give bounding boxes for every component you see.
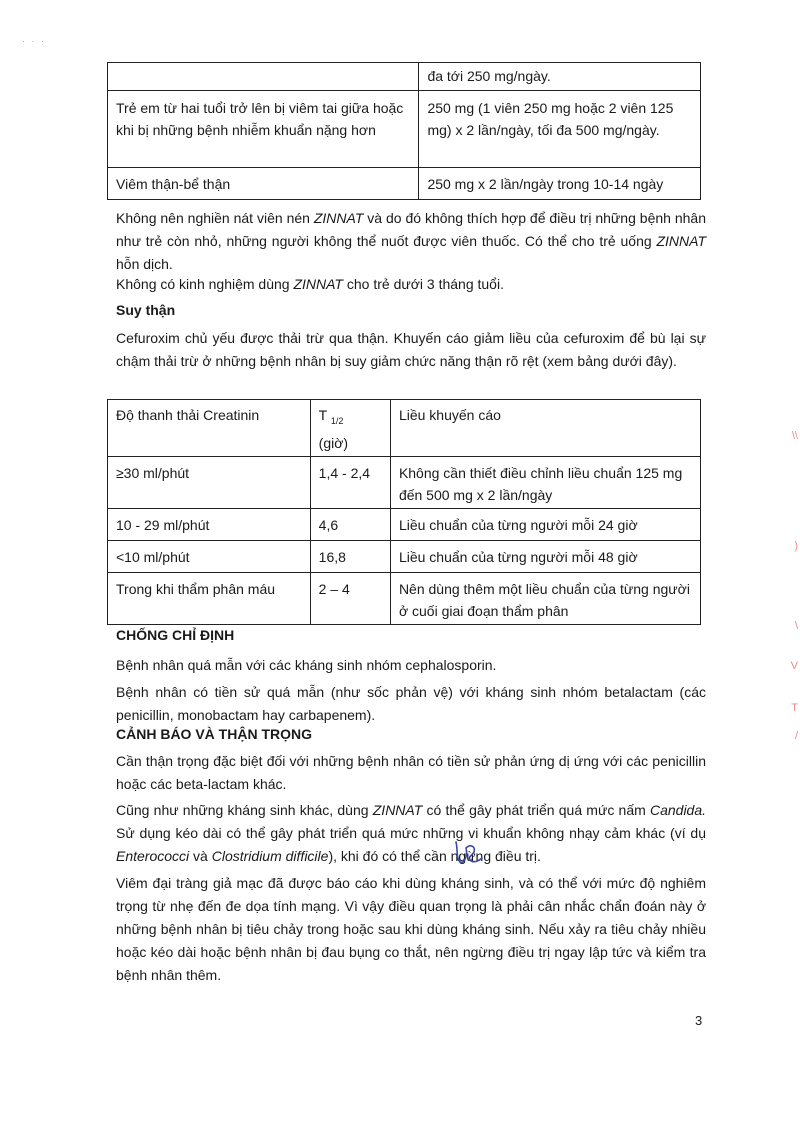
table-cell: Không cần thiết điều chỉnh liều chuẩn 125 mg đến 500 mg x 2 lần/ngày xyxy=(390,456,700,508)
table-cell: Liều chuẩn của từng người mỗi 48 giờ xyxy=(390,540,700,572)
table-cell: 250 mg x 2 lần/ngày trong 10-14 ngày xyxy=(419,168,701,200)
table-cell: Viêm thận-bể thận xyxy=(108,168,419,200)
table-cell: 10 - 29 ml/phút xyxy=(108,508,311,540)
table-cell: 4,6 xyxy=(310,508,390,540)
paragraph-hypersensitivity: Bệnh nhân quá mẫn với các kháng sinh nhóm cephalosporin. xyxy=(116,657,497,673)
paragraph-infants: Không có kinh nghiệm dùng ZINNAT cho trẻ dưới 3 tháng tuổi. xyxy=(116,276,504,292)
table-row xyxy=(108,168,701,200)
scan-artifact: · · · xyxy=(22,36,46,46)
column-header-half-life: T $_{1/2}$ (giờ) xyxy=(310,400,390,457)
column-header-dose: Liều khuyến cáo xyxy=(390,400,700,457)
table-cell: Liều chuẩn của từng người mỗi 24 giờ xyxy=(390,508,700,540)
table-cell xyxy=(108,63,419,91)
table-row xyxy=(108,91,701,168)
table-cell: 16,8 xyxy=(310,540,390,572)
table-row xyxy=(108,540,701,572)
table-cell: đa tới 250 mg/ngày. xyxy=(419,63,701,91)
table-row xyxy=(108,508,701,540)
paragraph-colitis: Viêm đại tràng giả mạc đã được báo cáo khi dùng kháng sinh, và có thể với mức độ nghiêm trọng từ nhẹ đến đe dọa tính mạng. Vì vậy điều quan trọng là phải cân nhắc chẩn đoán này ở những bệnh nhân bị tiêu chảy trong hoặc sau khi dùng kháng sinh. Nếu xảy ra tiêu chảy nhiều hoặc kéo dài hoặc bệnh nhân bị đau bụng co thắt, nên ngừng điều trị ngay lập tức và kiểm tra bệnh nhân thêm. xyxy=(116,875,706,983)
heading-warnings: CẢNH BÁO VÀ THẬN TRỌNG xyxy=(116,726,312,742)
table-cell: ≥30 ml/phút xyxy=(108,456,311,508)
dosage-table-children xyxy=(107,62,701,200)
paragraph-allergy-caution: Cần thận trọng đặc biệt đối với những bệnh nhân có tiền sử phản ứng dị ứng với các penicillin hoặc các beta-lactam khác. xyxy=(116,753,706,792)
handwritten-initials xyxy=(450,838,486,868)
paragraph-crushing: Không nên nghiền nát viên nén ZINNAT và do đó không thích hợp để điều trị những bệnh nhân như trẻ còn nhỏ, những người không thể nuốt được viên thuốc. Có thể cho trẻ uống ZINNAT hỗn dịch. xyxy=(116,210,706,272)
renal-dosage-table xyxy=(107,399,701,625)
table-cell: 250 mg (1 viên 250 mg hoặc 2 viên 125 mg) x 2 lần/ngày, tối đa 500 mg/ngày. xyxy=(419,91,701,168)
table-cell: Nên dùng thêm một liều chuẩn của từng người ở cuối giai đoạn thẩm phân xyxy=(390,572,700,624)
table-cell: 1,4 - 2,4 xyxy=(310,456,390,508)
table-row xyxy=(108,63,701,91)
column-header-clearance: Độ thanh thải Creatinin xyxy=(108,400,311,457)
paragraph-betalactam: Bệnh nhân có tiền sử quá mẫn (như sốc phản vệ) với kháng sinh nhóm betalactam (các penicillin, monobactam hay carbapenem). xyxy=(116,684,706,723)
table-cell: <10 ml/phút xyxy=(108,540,311,572)
page-number: 3 xyxy=(695,1013,703,1028)
table-cell: Trong khi thẩm phân máu xyxy=(108,572,311,624)
heading-renal-impairment: Suy thận xyxy=(116,302,176,318)
table-cell: 2 – 4 xyxy=(310,572,390,624)
table-cell: Trẻ em từ hai tuổi trở lên bị viêm tai giữa hoặc khi bị những bệnh nhiễm khuẩn nặng hơn xyxy=(108,91,419,168)
paragraph-renal: Cefuroxim chủ yếu được thải trừ qua thận. Khuyến cáo giảm liều của cefuroxim để bù lại sự chậm thải trừ ở những bệnh nhân bị suy giảm chức năng thận rõ rệt (xem bảng dưới đây). xyxy=(116,330,706,369)
table-row xyxy=(108,456,701,508)
table-row xyxy=(108,572,701,624)
table-header-row xyxy=(108,400,701,457)
heading-contraindications: CHỐNG CHỈ ĐỊNH xyxy=(116,627,235,643)
paragraph-overgrowth: Cũng như những kháng sinh khác, dùng ZINNAT có thể gây phát triển quá mức nấm Candida. Sử dụng kéo dài có thể gây phát triển quá mức những vi khuẩn không nhạy cảm khác (ví dụ Enterococci và Clostridium difficile), khi đó có thể cần ngừng điều trị. xyxy=(116,802,707,864)
edge-stamp-marks: \\ ) \ V T / xyxy=(790,430,798,742)
